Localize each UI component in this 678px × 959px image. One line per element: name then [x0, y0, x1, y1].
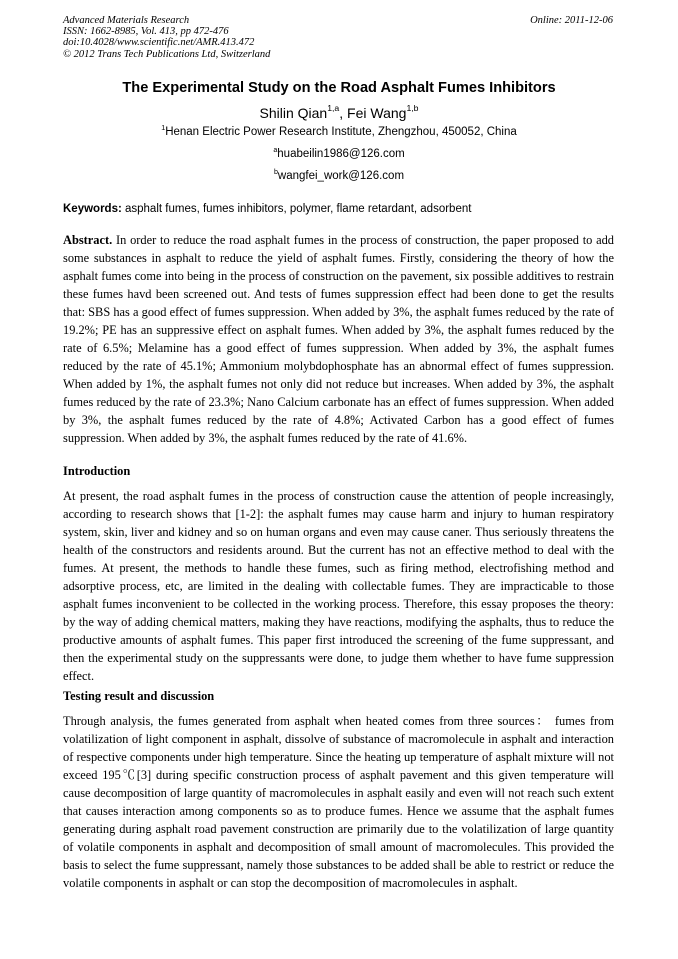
author-name: Shilin Qian — [259, 105, 328, 121]
keywords-text: asphalt fumes, fumes inhibitors, polymer, flame retardant, adsorbent — [121, 203, 472, 215]
affiliation — [0, 126, 678, 138]
affil-marker: 1 — [161, 124, 166, 133]
email-line — [0, 148, 678, 160]
section-body: At present, the road asphalt fumes in the process of construction cause the attention of people increasingly, according to research shows that [1-2]: the asphalt fumes may cause harm and injury to human respiratory system, skin, liver and kidney and so on human organs and even may cause caner. Thus seriously threatens the health of the constructors and residents around. But the current has not an effective method to deal with the fumes. At present, the methods to handle these fumes, such as firing method, electrofishing method and adsorptive process, etc, are limited in the dealing with collectable fumes. They are impracticable to those asphalt fumes inconvenient to be collected in the working process. Therefore, this essay proposes the theory: by the way of adding chemical matters, making they have reactions, modifying the asphalts, thus to reduce the productive amounts of asphalt fumes. This paper first introduced the screening of the fume suppressant, and then the experimental study on the suppressants were done, to judge them whether to have fume suppression effect. — [63, 489, 614, 683]
author-affil-marker: 1,b — [406, 102, 419, 113]
affil-text: Henan Electric Power Research Institute, Zhengzhou, 450052, China — [165, 126, 517, 138]
section-body: Through analysis, the fumes generated from asphalt when heated comes from three sources： fumes from volatilization of light component in asphalt, dissolve of substance of macromolecule in asphalt and interaction of respective components under high temperature. Since the heating up temperature of asphalt mixture will not exceed 195℃[3] during specific construction process of asphalt pavement and this given temperature will cause decomposition of large quantity of macromolecules in asphalt easily and even will not reach such extent that causes interaction among components so as to produce fumes. Hence we assume that the asphalt fumes generating during asphalt road pavement construction are primarily due to the volatilization of large quantity of volatile components in asphalt and decomposition of small amount of macromolecules. This provided the basis to select the fume suppressant, namely those substances to be added shall be able to restrict or reduce the volatile components in asphalt or can stop the decomposition of macromolecules in asphalt. — [63, 714, 614, 890]
email-address[interactable]: huabeilin1986@126.com — [277, 148, 405, 160]
author-name: Fei Wang — [347, 105, 407, 121]
abstract-label: Abstract. — [63, 233, 113, 247]
copyright: © 2012 Trans Tech Publications Ltd, Switzerland — [63, 48, 271, 60]
journal-name: Advanced Materials Research — [63, 15, 190, 26]
section-heading: Testing result and discussion — [63, 689, 215, 703]
keywords — [63, 203, 618, 215]
abstract — [63, 231, 614, 447]
abstract-text: In order to reduce the road asphalt fumes in the process of construction, the paper proposed to add some substances in asphalt to reduce the yield of asphalt fumes. Firstly, considering the theory of how the asphalt fumes come into being in the process of construction on the pavement, six possible additives to restrain these fumes havd been screened out. And tests of fumes suppression effect had been done to get the results that: SBS has a good effect of fumes suppression. When added by 3%, the asphalt fumes reduced by the rate of 19.2%; PE has an suppressive effect on asphalt fumes. When added by 3%, the asphalt fumes reduced by the rate of 6.5%; Melamine has a good effect of fumes suppression. When added by 3%, the asphalt fumes reduced by the rate of 45.1%; Ammonium molybdophosphate has an abnormal effect of fumes suppression. When added by 1%, the asphalt fumes not only did not reduce but increases. When added by 3%, the asphalt fumes reduced by the rate of 23.3%; Nano Calcium carbonate has an effect of fumes suppression. When added by 3%, the asphalt fumes reduced by the rate of 4.8%; Activated Carbon has a good effect of fumes suppression. When added by 3%, the asphalt fumes reduced by the rate of 41.6%. — [63, 233, 614, 445]
section-heading: Introduction — [63, 464, 131, 478]
journal-info — [63, 15, 270, 60]
email-marker: a — [273, 146, 278, 155]
email-address[interactable]: wangfei_work@126.com — [277, 170, 405, 182]
author-affil-marker: 1,a — [327, 102, 340, 113]
paper-title: The Experimental Study on the Road Asphalt Fumes Inhibitors — [122, 80, 556, 96]
email-marker: b — [273, 168, 278, 177]
author-separator: , — [339, 105, 348, 121]
keywords-label: Keywords: — [63, 203, 122, 215]
online-date: Online: 2011-12-06 — [530, 15, 613, 26]
email-line — [0, 170, 678, 182]
author-list — [0, 102, 678, 121]
issn-volume: ISSN: 1662-8985, Vol. 413, pp 472-476 — [63, 26, 229, 38]
doi: doi:10.4028/www.scientific.net/AMR.413.472 — [63, 37, 255, 49]
